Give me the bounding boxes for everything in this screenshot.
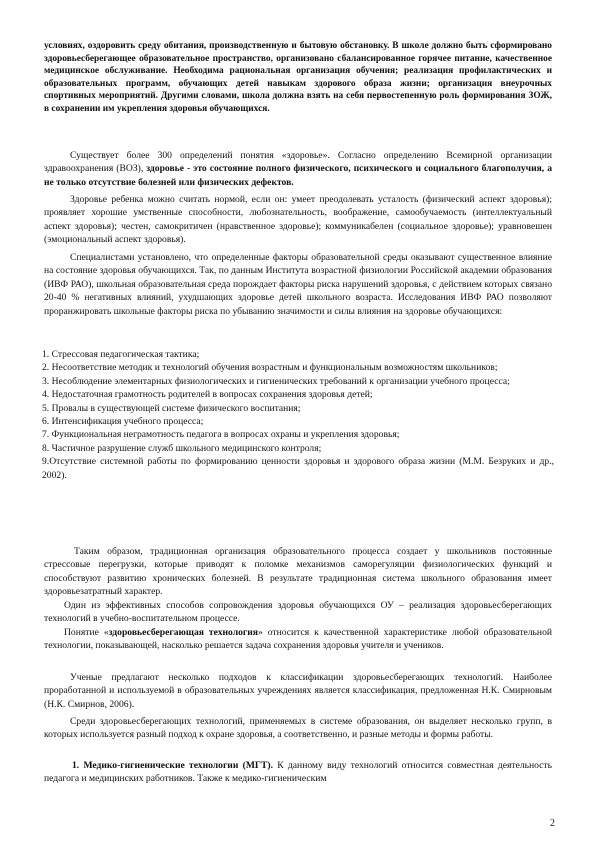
list-item: 7. Функциональная неграмотность педагога в вопросах охраны и укрепления здоровья;: [42, 429, 400, 441]
page-number: 2: [550, 818, 555, 829]
mgt-paragraph: [44, 759, 552, 786]
child-health-paragraph: Здоровье ребенка можно считать нормой, если он: умеет преодолевать усталость (физический аспект здоровья); проявляет хорошие умственные способности, любознательность, воображение, самообучаемость (интеллектуальный аспект здоровья); честен, самокритичен (нравственное здоровье); коммуникабелен (социальное здоровье); уравновешен (эмоциональный аспект здоровья).: [44, 194, 552, 246]
effective-method-paragraph: Один из эффективных способов сопровождения здоровья обучающихся ОУ – реализация здоровьесберегающих технологий в учебно-воспитательном процессе.: [44, 600, 552, 625]
who-definition-paragraph: [44, 149, 552, 189]
mgt-text: К данному виду технологий относится совместная деятельность педагога и медицинских работников. Также к медико-гигиеническим: [44, 760, 553, 785]
list-item: 9.Отсутствие системной работы по формированию ценности здоровья и здорового образа жизни (М.М. Безруких и др., 2002).: [42, 456, 554, 481]
mgt-heading: 1. Медико-гигиенические технологии (МГТ).: [72, 760, 273, 771]
list-item: 3. Несоблюдение элементарных физиологических и гигиенических требований к организации учебного процесса;: [42, 375, 510, 387]
concept-paragraph: [44, 626, 552, 653]
concept-lead: Понятие «: [64, 627, 109, 638]
intro-paragraph: условиях, оздоровить среду обитания, производственную и бытовую обстановку. В школе должно быть сформировано здоровьесберегающее образовательное пространство, организовано сбалансированное горячее питание, качественное медицинское обслуживание. Необходима рациональная организация обучения; реализация профилактических и образовательных программ, обучающих детей навыкам здорового образа жизни; организация внеурочных спортивных мероприятий. Другими словами, школа должна взять на себя первостепенную роль формирования ЗОЖ, в сохранении им укрепления здоровья обучающихся.: [44, 41, 552, 114]
list-item: 2. Несоответствие методик и технологий обучения возрастным и функциональным возможностям школьников;: [42, 362, 498, 374]
list-item: 6. Интенсификация учебного процесса;: [42, 416, 204, 428]
concept-term: здоровьесберегающая технология: [108, 627, 258, 638]
who-lead-text: Существует более 300 определений понятия «здоровье». Согласно определению Всемирной организации здравоохранения (ВОЗ),: [44, 150, 552, 175]
list-item: 1. Стрессовая педагогическая тактика;: [42, 349, 200, 360]
list-item: 8. Частичное разрушение служб школьного медицинского контроля;: [42, 442, 322, 454]
risk-factors-list: [42, 348, 554, 482]
who-definition-bold: здоровье - это состояние полного физического, психического и социального благополучия, а не только отсутствие болезней или физических дефектов.: [44, 163, 553, 188]
concept-tail: » относится к качественной характеристике любой образовательной технологии, показывающей, насколько решается задача сохранения здоровья учителя и учеников.: [44, 627, 552, 652]
conclusion-paragraph: Таким образом, традиционная организация образовательного процесса создает у школьников постоянные стрессовые перегрузки, которые приводят к поломке механизмов саморегуляции физиологических функций и способствуют развитию хронических болезней. В результате традиционная система школьного образования имеет здоровьезатратный характер.: [44, 546, 552, 598]
approaches-paragraph: Ученые предлагают несколько подходов к классификации здоровьесберегающих технологий. Наиболее проработанной и используемой в образовательных учреждениях является классификация, предложенная Н.К. Смирновым (Н.К. Смирнов, 2006).: [44, 672, 552, 710]
specialists-paragraph: Специалистами установлено, что определенные факторы образовательной среды оказывают существенное влияние на состояние здоровья обучающихся. Так, по данным Института возрастной физиологии Российской академии образования (ИВФ РАО), школьная образовательная среда порождает факторы риска нарушений здоровья, с действием которых связано 20-40 % негативных влияний, ухудшающих здоровье детей школьного возраста. Исследования ИВФ РАО позволяют проранжировать школьные факторы риска по убыванию значимости и силы влияния на здоровье обучающихся:: [44, 252, 552, 317]
groups-paragraph: Среди здоровьесберегающих технологий, применяемых в системе образования, он выделяет несколько групп, в которых используется разный подход к охране здоровья, а соответственно, и разные методы и формы работы.: [44, 716, 552, 741]
list-item: 5. Провалы в существующей системе физического воспитания;: [42, 402, 301, 414]
list-item: 4. Недостаточная грамотность родителей в вопросах сохранения здоровья детей;: [42, 389, 373, 401]
